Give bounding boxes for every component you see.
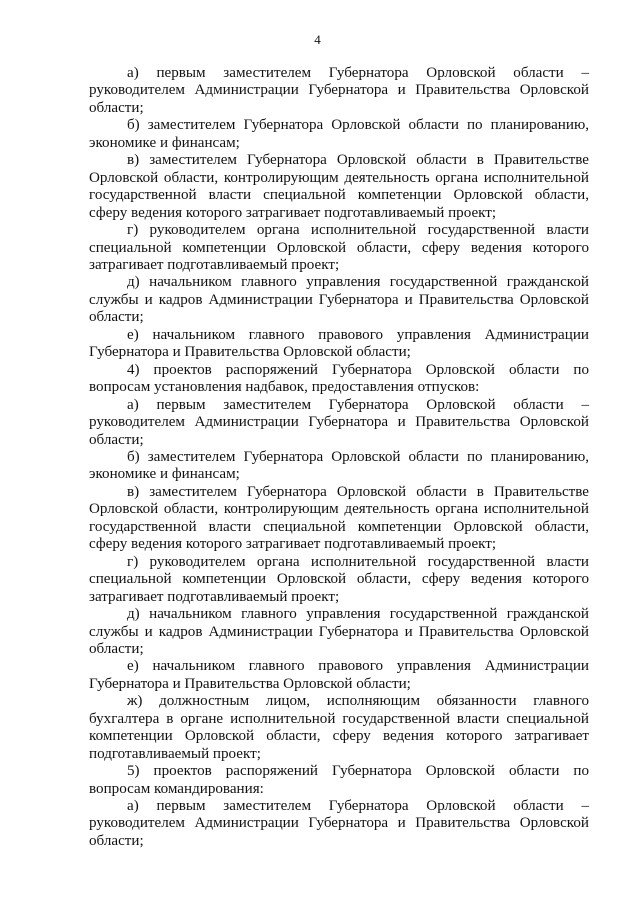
paragraph-5a-first-deputy: а) первым заместителем Губернатора Орловской области – руководителем Администрации Губернатора и Правительства Орловской области; — [89, 798, 589, 849]
paragraph-4f-head-legal: е) начальником главного правового управления Администрации Губернатора и Правительства Орловской области; — [89, 658, 589, 692]
paragraph-item-5: 5) проектов распоряжений Губернатора Орловской области по вопросам командирования: — [89, 763, 589, 797]
page-number: 4 — [314, 32, 321, 47]
paragraph-4g-chief-accountant: ж) должностным лицом, исполняющим обязанности главного бухгалтера в органе исполнительной государственной власти специальной компетенции Орловской области, сферу ведения которого затрагивает подготавливаемый проект; — [89, 693, 589, 762]
paragraph-4c-deputy-government: в) заместителем Губернатора Орловской области в Правительстве Орловской области, контролирующим деятельность органа исполнительной государственной власти специальной компетенции Орловской области, сферу ведения которого затрагивает подготавливаемый проект; — [89, 483, 589, 553]
paragraph-3e-head-civil-service: д) начальником главного управления государственной гражданской службы и кадров Администрации Губернатора и Правительства Орловской области; — [89, 274, 589, 326]
paragraph-3b-deputy-planning: б) заместителем Губернатора Орловской области по планированию, экономике и финансам; — [89, 117, 589, 151]
paragraph-4a-first-deputy: а) первым заместителем Губернатора Орловской области – руководителем Администрации Губернатора и Правительства Орловской области; — [89, 396, 589, 448]
paragraph-4e-head-civil-service: д) начальником главного управления государственной гражданской службы и кадров Администрации Губернатора и Правительства Орловской области; — [89, 606, 589, 657]
paragraph-3f-head-legal: е) начальником главного правового управления Администрации Губернатора и Правительства Орловской области; — [89, 326, 589, 361]
paragraph-4b-deputy-planning: б) заместителем Губернатора Орловской области по планированию, экономике и финансам; — [89, 448, 589, 483]
paragraph-3c-deputy-government: в) заместителем Губернатора Орловской области в Правительстве Орловской области, контролирующим деятельность органа исполнительной государственной власти специальной компетенции Орловской области, сферу ведения которого затрагивает подготавливаемый проект; — [89, 152, 589, 221]
paragraph-3a-first-deputy: а) первым заместителем Губернатора Орловской области – руководителем Администрации Губернатора и Правительства Орловской области; — [89, 65, 589, 116]
paragraph-3d-head-of-body: г) руководителем органа исполнительной государственной власти специальной компетенции Орловской области, сферу ведения которого затрагивает подготавливаемый проект; — [89, 222, 589, 273]
paragraph-item-4: 4) проектов распоряжений Губернатора Орловской области по вопросам установления надбавок, предоставления отпусков: — [89, 361, 589, 396]
paragraph-4d-head-of-body: г) руководителем органа исполнительной государственной власти специальной компетенции Орловской области, сферу ведения которого затрагивает подготавливаемый проект; — [89, 553, 589, 605]
document-body — [89, 65, 589, 850]
